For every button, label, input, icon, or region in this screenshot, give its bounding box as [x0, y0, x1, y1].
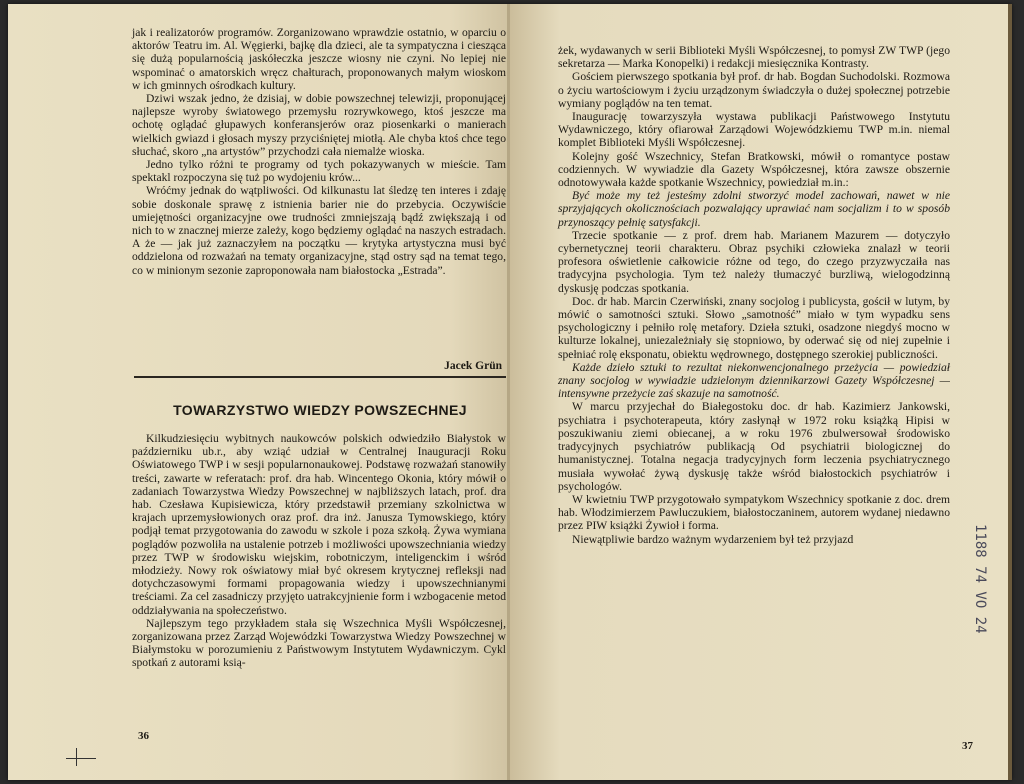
paragraph: Kolejny gość Wszechnicy, Stefan Bratkowski, mówił o romantyce postaw codziennych. W wywiadzie dla Gazety Współczesnej, która zawsze obszernie odnotowywała każde spotkanie Wszechnicy, powiedział m.in.:	[558, 149, 950, 190]
paragraph: Kilkudziesięciu wybitnych naukowców polskich odwiedziło Białystok w październiku ub.r., aby wziąć udział w Centralnej Inauguracji Roku Oświatowego TWP i w sesji popularnonaukowej. Podstawę rozważań stanowiły treści, zawarte w referatach: prof. dra hab. Wincentego Okonia, który mówił o zadaniach Towarzystwa Wiedzy Powszechnej w najbliższych latach, prof. dra hab. Czesława Kupisiewicza, który przedstawił przemiany szkolnictwa w krajach uprzemysłowionych oraz prof. dra inż. Janusza Tymowskiego, który podjął temat przygotowania do zawodu w szkole i poza szkołą. Żywa wymiana poglądów pozwoliła na ustalenie potrzeb i możliwości upowszechniania wiedzy przez TWP w środowisku wiejskim, robotniczym, inteligenckim i wśród młodzieży. Nowy rok oświatowy miał być okresem krytycznej refleksji nad dotychczasowymi formami propagowania wiedzy i upowszechnianymi treściami. Za cel zasadniczy przyjęto uatrakcyjnienie form i wzbogacenie metod oddziaływania na społeczeństwo.	[132, 432, 506, 617]
left-page-text	[132, 26, 506, 277]
paragraph: Gościem pierwszego spotkania był prof. dr hab. Bogdan Suchodolski. Rozmowa o życiu wartościowym i życiu urządzonym świadczyła o dużej społecznej potrzebie wymiany poglądów na ten temat.	[558, 70, 950, 110]
section-heading: TOWARZYSTWO WIEDZY POWSZECHNEJ	[173, 402, 467, 418]
crop-mark-icon	[66, 748, 96, 766]
paragraph: Doc. dr hab. Marcin Czerwiński, znany socjolog i publicysta, gościł w lutym, by mówić o samotności sztuki. Słowo „samotność” miało w tym wypadku sens psychologiczny i pełniło rolę metafory. Dzieła sztuki, osadzone niegdyś mocno w kulturze lokalnej, uniezależniały się stopniowo, by oderwać się od niej zupełnie i spełniać rolę eksponatu, obiektu wędrownego, dostępnego szerokiej publiczności.	[558, 294, 950, 361]
paragraph: Dziwi wszak jedno, że dzisiaj, w dobie powszechnej telewizji, proponującej najlepsze wyroby światowego przemysłu rozrywkowego, ktoś jeszcze ma ochotę oglądać głupawych konferansjerów oraz piosenkarki o manierach wielkich gwiazd i głosach myszy przyciśniętej miotłą. Ale chyba ktoś chce tego słuchać, skoro „na artystów” przychodzi cała niemalże wioska.	[132, 92, 506, 158]
paragraph: Najlepszym tego przykładem stała się Wszechnica Myśli Współczesnej, zorganizowana przez Zarząd Wojewódzki Towarzystwa Wiedzy Powszechnej w Białymstoku w porozumieniu z Państwowym Instytutem Wydawniczym. Cykl spotkań z autorami ksią-	[132, 616, 506, 670]
right-page	[510, 4, 1012, 780]
author-signature: Jacek Grün	[444, 360, 502, 372]
page-edge	[1008, 4, 1012, 780]
paragraph: W kwietniu TWP przygotowało sympatykom Wszechnicy spotkanie z doc. drem hab. Włodzimierzem Pawluczukiem, białostoczaninem, autorem wydanej niedawno przez PIW książki Żywioł i forma.	[558, 492, 950, 533]
handwritten-note	[966, 524, 1006, 724]
paragraph: jak i realizatorów programów. Zorganizowano wprawdzie ostatnio, w oparciu o aktorów Teatru im. Al. Węgierki, bajkę dla dzieci, ale ta sympatyczna i ciesząca się dużą popularnością jaskółeczka jeszcze wiosny nie czyni. No lepiej nie wspominać o amatorskich wręcz chałturach, proponowanych małym wioskom w ich gminnych ośrodkach kultury.	[132, 26, 506, 92]
paragraph: W marcu przyjechał do Białegostoku doc. dr hab. Kazimierz Jankowski, psychiatra i psychoterapeuta, który zasłynął w 1972 roku książką Hipisi w poszukiwaniu ziemi obiecanej, a w roku 1976 zbulwersował środowisko tradycyjnych psychiatrów publikacją Od psychiatrii biologicznej do humanistycznej. Totalna negacja tradycyjnych form leczenia psychiatrycznego musiała wywołać żywą dyskusję także wśród białostockich psychiatrów i psychologów.	[558, 400, 950, 493]
book-spread	[8, 4, 1012, 780]
quote-paragraph: Być może my też jesteśmy zdolni stworzyć model zachowań, nawet w nie sprzyjających okolicznościach pozwalający uprawiać nam socjalizm i to w sposób przynoszący pełnię satysfakcji.	[558, 189, 950, 229]
right-page-text	[558, 44, 950, 546]
paragraph: Wróćmy jednak do wątpliwości. Od kilkunastu lat śledzę ten interes i zdaję sobie doskonale sprawę z istnienia barier nie do przebycia. Oczywiście umiejętności organizacyjne owe trudności zmniejszają bądź zwiększają i od nich to w znacznej mierze zależy, kogo będziemy oglądać na naszych estradach. A że — jak już zaznaczyłem na początku — krytyka artystyczna musi być oddzielona od rozważań na tematy organizacyjne, stąd ostry sąd na temat tego, co w minionym sezonie zaproponowała nam białostocka „Estrada”.	[132, 184, 506, 277]
paragraph: żek, wydawanych w serii Biblioteki Myśli Współczesnej, to pomysł ZW TWP (jego sekretarza — Marka Konopelki) i redakcji miesięcznika Kontrasty.	[558, 44, 950, 71]
section-text	[132, 432, 506, 670]
paragraph: Jedno tylko różni te programy od tych pokazywanych w mieście. Tam spektakl rozpoczyna się tuż po wydojeniu krów...	[132, 158, 506, 185]
paragraph: Inaugurację towarzyszyła wystawa publikacji Państwowego Instytutu Wydawniczego, który ofiarował Zarządowi Wojewódzkiemu TWP m.in. niemal komplet Biblioteki Myśli Współczesnej.	[558, 110, 950, 150]
quote-paragraph: Każde dzieło sztuki to rezultat niekonwencjonalnego przeżycia — powiedział znany socjolog w wywiadzie udzielonym dziennikarzowi Gazety Współczesnej — intensywne przeżycie zaś skazuje na samotność.	[558, 360, 950, 401]
page-number: 37	[962, 740, 973, 752]
paragraph: Niewątpliwie bardzo ważnym wydarzeniem był też przyjazd	[572, 532, 854, 546]
section-divider	[134, 376, 506, 378]
page-number: 36	[138, 730, 149, 742]
left-page	[8, 4, 510, 780]
handwritten-note-text: 1188 74 VO 24	[972, 524, 988, 634]
paragraph: Trzecie spotkanie — z prof. drem hab. Marianem Mazurem — dotyczyło cybernetycznej teorii charakteru. Obraz psychiki człowieka znalazł w teorii profesora oświetlenie całkowicie różne od tego, do czego przyzwyczaiła nas tradycyjna psychologia. Tym też należy tłumaczyć burzliwą, wielogodzinną dyskusję podczas spotkania.	[558, 228, 950, 295]
